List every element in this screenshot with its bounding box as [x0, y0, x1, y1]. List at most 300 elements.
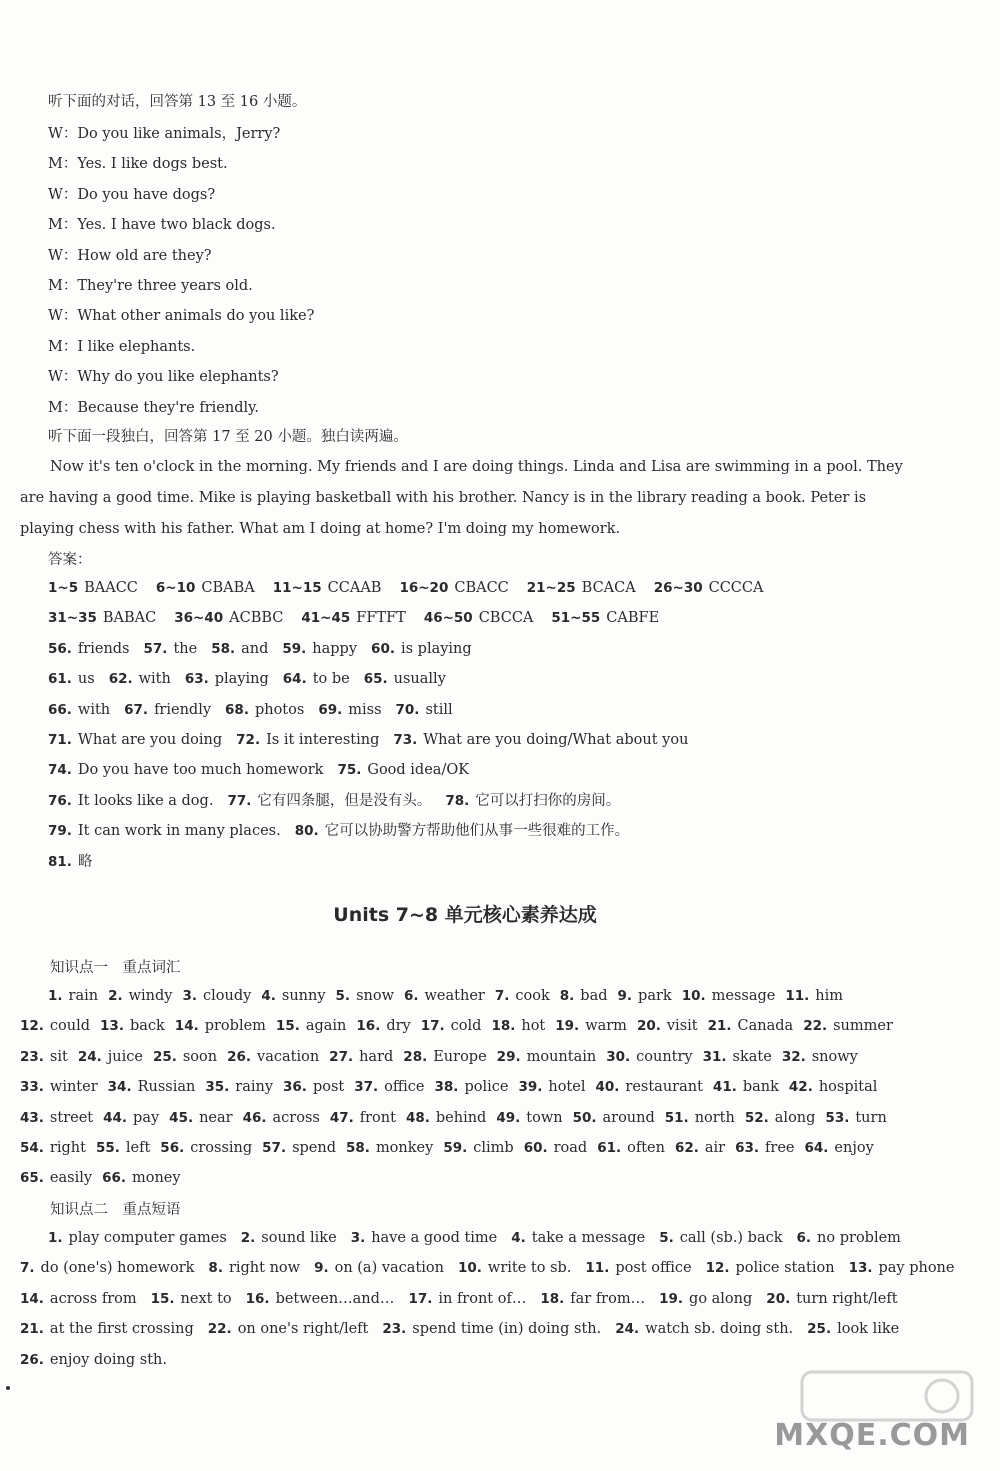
- answer-item: [283, 671, 350, 687]
- answer-item: [615, 1321, 793, 1337]
- answer-item: [208, 1260, 300, 1276]
- answer-item: [654, 580, 764, 596]
- item-value: warm: [585, 1018, 627, 1035]
- item-value: behind: [435, 1109, 487, 1126]
- answer-item: [399, 580, 508, 596]
- item-value: right now: [228, 1260, 301, 1277]
- answer-item: [20, 1170, 92, 1186]
- item-value: restaurant: [625, 1079, 703, 1096]
- answer-item: [100, 1018, 165, 1034]
- item-value: Is it interesting: [266, 732, 380, 748]
- item-value: play computer games: [68, 1230, 227, 1246]
- item-number: 78.: [445, 792, 470, 809]
- answer-item: [364, 671, 446, 687]
- item-number: 21.: [707, 1018, 732, 1035]
- item-value: snow: [356, 988, 394, 1004]
- answer-item: [354, 1079, 424, 1095]
- item-value: rainy: [235, 1079, 274, 1096]
- answer-item: [551, 610, 659, 626]
- item-number: 27.: [329, 1048, 354, 1065]
- item-number: 28.: [403, 1048, 428, 1065]
- answer-item: [637, 1018, 698, 1034]
- item-number: 18.: [491, 1018, 516, 1035]
- item-number: 31.: [702, 1048, 727, 1065]
- answer-item: [108, 1079, 196, 1095]
- item-number: 59.: [282, 640, 307, 657]
- item-number: 39.: [518, 1079, 543, 1096]
- answer-item: [20, 1140, 86, 1156]
- answer-item: [261, 988, 325, 1004]
- answer-item: [659, 1291, 752, 1307]
- item-value: sit: [49, 1048, 68, 1065]
- item-value: hospital: [818, 1079, 878, 1096]
- answer-item: [849, 1260, 955, 1276]
- answer-item: [103, 1110, 159, 1126]
- item-number: 5.: [659, 1230, 674, 1246]
- item-number: 2.: [240, 1230, 256, 1246]
- item-value: park: [638, 988, 672, 1004]
- item-value: at the first crossing: [49, 1321, 194, 1338]
- dialogue-line: W：Why do you like elephants?: [48, 369, 279, 386]
- item-value: 略: [77, 853, 93, 870]
- item-value: FFTFT: [356, 610, 406, 627]
- answer-item: [785, 988, 843, 1004]
- item-number: 64.: [282, 671, 307, 688]
- answer-item: [48, 610, 156, 626]
- item-number: 56.: [160, 1140, 185, 1156]
- item-value: next to: [180, 1290, 232, 1307]
- item-value: is playing: [400, 640, 472, 657]
- monologue-intro: 听下面一段独白，回答第 17 至 20 小题。独白读两遍。: [48, 429, 408, 445]
- item-value: snowy: [811, 1048, 858, 1065]
- item-number: 6~10: [155, 580, 196, 596]
- item-value: CABFE: [606, 610, 660, 627]
- answer-item: [225, 702, 304, 718]
- item-value: Do you have too much homework: [77, 762, 324, 779]
- item-number: 66.: [48, 701, 72, 718]
- answer-item: [540, 1291, 645, 1307]
- answer-item: [404, 988, 485, 1004]
- answer-item: [511, 1230, 645, 1246]
- item-number: 42.: [788, 1079, 813, 1096]
- item-value: photos: [254, 701, 305, 718]
- item-value: skate: [732, 1048, 772, 1065]
- answer-item: [276, 1018, 346, 1034]
- answer-item: [713, 1079, 779, 1095]
- item-value: near: [199, 1109, 233, 1126]
- answer-item: [227, 793, 431, 809]
- item-value: usually: [393, 671, 446, 688]
- item-number: 1~5: [48, 580, 79, 596]
- answer-item: [497, 1049, 597, 1065]
- item-value: hard: [359, 1048, 394, 1065]
- item-value: Russian: [137, 1079, 196, 1096]
- item-value: CBCCA: [478, 610, 534, 627]
- answer-item: [782, 1049, 858, 1065]
- item-number: 6.: [403, 988, 419, 1004]
- item-number: 20.: [636, 1018, 661, 1035]
- dialogue-line: M：Yes. I like dogs best.: [48, 156, 228, 173]
- item-number: 55.: [95, 1140, 120, 1156]
- answer-item: [236, 732, 379, 748]
- answer-row: [20, 1350, 181, 1370]
- answer-item: [20, 1049, 68, 1065]
- item-value: air: [704, 1140, 726, 1156]
- answer-item: [595, 1079, 702, 1095]
- answer-item: [156, 580, 255, 596]
- answer-row: [48, 669, 460, 689]
- item-value: write to sb.: [487, 1260, 572, 1277]
- item-value: street: [49, 1109, 94, 1126]
- answer-row: [20, 1138, 884, 1158]
- answer-item: [665, 1110, 735, 1126]
- item-value: juice: [107, 1048, 143, 1065]
- item-number: 26~30: [653, 580, 703, 596]
- item-number: 4.: [511, 1230, 526, 1246]
- item-value: BABAC: [102, 610, 157, 627]
- item-value: office: [384, 1079, 425, 1096]
- item-value: rain: [68, 988, 99, 1004]
- item-number: 3.: [350, 1230, 366, 1246]
- answer-item: [48, 793, 213, 809]
- item-number: 73.: [393, 732, 418, 748]
- answer-item: [20, 1321, 194, 1337]
- item-value: cloudy: [203, 988, 252, 1004]
- item-number: 40.: [595, 1079, 620, 1096]
- answer-item: [745, 1110, 816, 1126]
- answer-item: [124, 702, 211, 718]
- item-value: 它可以协助警方帮助他们从事一些很难的工作。: [324, 823, 630, 840]
- answer-item: [458, 1260, 571, 1276]
- item-value: money: [131, 1170, 181, 1187]
- item-number: 19.: [659, 1290, 684, 1307]
- item-number: 36.: [283, 1079, 307, 1096]
- answer-item: [144, 641, 198, 657]
- item-number: 65.: [20, 1170, 44, 1187]
- section-title: Units 7~8 单元核心素养达成: [333, 904, 597, 926]
- answer-item: [789, 1079, 877, 1095]
- item-number: 21.: [20, 1321, 44, 1338]
- item-value: pay: [133, 1109, 160, 1126]
- answer-item: [371, 641, 472, 657]
- dialogue-line: M：Because they're friendly.: [48, 399, 260, 416]
- item-value: front: [359, 1109, 396, 1126]
- item-value: hot: [521, 1018, 546, 1035]
- answer-item: [151, 1291, 232, 1307]
- answer-item: [169, 1110, 232, 1126]
- item-number: 60.: [371, 640, 395, 657]
- item-number: 11~15: [272, 580, 322, 596]
- item-number: 7.: [20, 1260, 35, 1277]
- stray-dot: [6, 1386, 10, 1390]
- item-number: 25.: [807, 1321, 832, 1338]
- item-number: 17.: [420, 1018, 445, 1035]
- item-value: look like: [837, 1321, 900, 1338]
- watermark-text: MXQE.COM: [774, 1418, 970, 1453]
- answer-item: [766, 1291, 897, 1307]
- answer-item: [102, 1170, 181, 1186]
- item-value: again: [305, 1018, 347, 1035]
- answer-row: [48, 791, 634, 811]
- answer-item: [445, 793, 620, 809]
- answer-item: [585, 1260, 691, 1276]
- item-value: and: [241, 640, 269, 657]
- answer-item: [706, 1260, 835, 1276]
- answer-row: [48, 821, 643, 841]
- item-value: friends: [77, 640, 130, 657]
- item-value: go along: [689, 1290, 753, 1307]
- item-number: 57.: [143, 640, 168, 657]
- item-value: watch sb. doing sth.: [645, 1321, 794, 1338]
- item-value: monkey: [375, 1140, 434, 1156]
- item-number: 24.: [615, 1321, 640, 1338]
- item-number: 26.: [227, 1048, 252, 1065]
- item-number: 79.: [48, 823, 72, 840]
- answer-item: [573, 1110, 655, 1126]
- item-value: weather: [424, 988, 485, 1004]
- answer-row: [48, 852, 106, 872]
- answers-label: 答案：: [48, 552, 92, 568]
- item-value: miss: [348, 701, 382, 718]
- answer-row: [20, 1168, 191, 1188]
- item-number: 22.: [803, 1018, 828, 1035]
- item-number: 76.: [48, 792, 72, 809]
- answer-item: [421, 1018, 482, 1034]
- dialogue-line: W：Do you like animals，Jerry?: [48, 126, 281, 142]
- answer-item: [153, 1049, 217, 1065]
- answer-item: [246, 1291, 395, 1307]
- item-number: 61.: [48, 671, 72, 688]
- item-value: BCACA: [581, 580, 636, 596]
- item-value: summer: [833, 1018, 893, 1035]
- item-number: 14.: [20, 1290, 44, 1307]
- item-number: 15.: [275, 1018, 300, 1035]
- item-value: road: [553, 1140, 588, 1156]
- dialogue-line: M：I like elephants.: [48, 338, 196, 355]
- item-number: 30.: [606, 1048, 631, 1065]
- item-number: 75.: [337, 762, 362, 779]
- item-number: 35.: [205, 1079, 230, 1096]
- item-number: 68.: [225, 701, 249, 718]
- answer-row: [20, 1047, 868, 1067]
- item-value: in front of…: [438, 1290, 527, 1307]
- item-value: post office: [615, 1260, 692, 1277]
- item-number: 25.: [152, 1048, 177, 1065]
- item-value: climb: [473, 1140, 514, 1156]
- item-value: What are you doing/What about you: [423, 732, 689, 748]
- item-number: 60.: [523, 1140, 548, 1156]
- item-number: 58.: [211, 640, 236, 657]
- answer-item: [659, 1230, 782, 1246]
- item-value: soon: [182, 1048, 218, 1065]
- item-number: 11.: [785, 988, 810, 1004]
- answer-item: [283, 1079, 344, 1095]
- answer-item: [443, 1140, 513, 1156]
- item-value: It can work in many places.: [77, 823, 281, 840]
- answer-item: [396, 702, 453, 718]
- answer-item: [329, 1049, 393, 1065]
- item-value: pay phone: [878, 1260, 955, 1277]
- answer-item: [295, 823, 629, 839]
- item-value: hotel: [548, 1079, 586, 1096]
- item-number: 41.: [712, 1079, 737, 1096]
- item-value: turn: [855, 1109, 887, 1126]
- item-number: 19.: [555, 1018, 580, 1035]
- item-value: 它有四条腿，但是没有头。: [257, 792, 432, 809]
- answer-item: [555, 1018, 627, 1034]
- answer-item: [318, 702, 381, 718]
- answer-item: [406, 1110, 486, 1126]
- answer-row: [20, 1289, 912, 1309]
- item-number: 16.: [245, 1290, 270, 1307]
- answer-item: [78, 1049, 143, 1065]
- item-number: 44.: [103, 1109, 128, 1126]
- answer-row: [48, 730, 702, 750]
- item-value: bad: [580, 988, 608, 1004]
- answer-item: [805, 1140, 874, 1156]
- item-value: 它可以打扫你的房间。: [475, 792, 621, 809]
- item-number: 51.: [664, 1109, 689, 1126]
- item-number: 31~35: [48, 610, 97, 627]
- answer-item: [807, 1321, 899, 1337]
- monologue-text: Now it's ten o'clock in the morning. My friends and I are doing things. Linda and Lisa are swimming in a pool. They are having a good time. Mike is playing basketball with his brother. Nancy is in the library reading a book. Peter is playing chess with his father. What am I doing at home? I'm doing my homework.: [20, 459, 903, 537]
- item-number: 74.: [48, 762, 72, 779]
- answer-item: [403, 1049, 486, 1065]
- answer-item: [243, 1110, 320, 1126]
- item-value: country: [636, 1048, 693, 1065]
- item-number: 10.: [457, 1260, 482, 1277]
- item-value: to be: [312, 671, 350, 688]
- item-number: 1.: [48, 1230, 63, 1246]
- answer-item: [597, 1140, 665, 1156]
- answer-item: [185, 671, 269, 687]
- answer-item: [160, 1140, 252, 1156]
- item-number: 77.: [227, 792, 252, 809]
- item-number: 65.: [363, 671, 388, 688]
- item-number: 29.: [496, 1048, 521, 1065]
- item-value: turn right/left: [796, 1290, 898, 1307]
- answer-item: [20, 1260, 194, 1276]
- answer-row: [48, 1228, 915, 1248]
- answer-item: [382, 1321, 601, 1337]
- item-number: 6.: [796, 1230, 812, 1246]
- item-value: still: [425, 701, 453, 718]
- kp2-label: 知识点二 重点短语: [50, 1202, 181, 1218]
- answer-item: [495, 988, 550, 1004]
- answer-item: [96, 1140, 150, 1156]
- dialogue-intro: 听下面的对话，回答第 13 至 16 小题。: [48, 94, 307, 110]
- item-value: What are you doing: [77, 732, 223, 748]
- item-value: Good idea/OK: [367, 762, 470, 779]
- item-value: ACBBC: [229, 610, 284, 627]
- item-number: 66.: [102, 1170, 126, 1187]
- item-value: dry: [386, 1018, 411, 1035]
- item-value: playing: [214, 671, 269, 688]
- item-value: easily: [49, 1170, 93, 1187]
- item-value: across: [272, 1109, 320, 1126]
- item-number: 23.: [382, 1321, 407, 1338]
- answer-item: [675, 1140, 725, 1156]
- item-value: CCAAB: [327, 580, 382, 596]
- answer-item: [435, 1079, 509, 1095]
- answer-row: [48, 760, 483, 780]
- item-value: windy: [128, 988, 173, 1004]
- item-number: 5.: [335, 988, 351, 1004]
- item-number: 45.: [169, 1109, 194, 1126]
- answer-row: [20, 1108, 897, 1128]
- item-value: no problem: [817, 1230, 901, 1246]
- answer-item: [330, 1110, 396, 1126]
- item-value: the: [173, 640, 198, 657]
- item-number: 67.: [124, 701, 149, 718]
- item-number: 58.: [346, 1140, 370, 1156]
- item-number: 70.: [395, 701, 420, 718]
- item-value: us: [77, 671, 95, 688]
- item-value: on one's right/left: [237, 1321, 369, 1338]
- answer-item: [393, 732, 688, 748]
- answer-item: [703, 1049, 772, 1065]
- item-number: 69.: [318, 701, 343, 718]
- answer-row: [48, 639, 486, 659]
- item-value: far from…: [570, 1290, 646, 1307]
- answer-item: [48, 1230, 227, 1246]
- answer-item: [20, 1110, 93, 1126]
- item-value: left: [125, 1140, 151, 1156]
- answer-item: [524, 1140, 588, 1156]
- answer-item: [527, 580, 636, 596]
- item-number: 63.: [184, 671, 209, 688]
- item-number: 11.: [585, 1260, 610, 1277]
- item-number: 17.: [408, 1290, 433, 1307]
- item-value: around: [602, 1109, 655, 1126]
- answer-item: [408, 1291, 526, 1307]
- item-number: 20.: [766, 1290, 791, 1307]
- item-number: 62.: [108, 671, 133, 688]
- item-value: winter: [49, 1079, 98, 1096]
- item-number: 53.: [825, 1109, 850, 1126]
- item-value: along: [774, 1109, 816, 1126]
- item-number: 8.: [559, 988, 575, 1004]
- item-value: could: [49, 1018, 91, 1035]
- item-number: 38.: [434, 1079, 459, 1096]
- answer-item: [48, 671, 95, 687]
- answer-item: [20, 1079, 98, 1095]
- dialogue-line: M：They're three years old.: [48, 278, 253, 294]
- answer-item: [301, 610, 405, 626]
- item-value: police: [464, 1079, 509, 1096]
- item-number: 10.: [681, 988, 706, 1004]
- item-number: 64.: [804, 1140, 829, 1156]
- item-number: 9.: [617, 988, 633, 1004]
- item-number: 59.: [443, 1140, 468, 1156]
- item-number: 71.: [48, 732, 72, 748]
- answer-item: [708, 1018, 794, 1034]
- item-value: mountain: [526, 1048, 597, 1065]
- answer-item: [20, 1352, 167, 1368]
- item-number: 81.: [48, 853, 72, 870]
- answer-item: [560, 988, 608, 1004]
- answer-row: [20, 1319, 913, 1339]
- answer-item: [183, 988, 252, 1004]
- item-value: BAACC: [84, 580, 138, 596]
- answer-item: [48, 732, 222, 748]
- item-number: 18.: [540, 1290, 565, 1307]
- item-value: on (a) vacation: [334, 1260, 444, 1277]
- answer-item: [262, 1140, 336, 1156]
- item-value: do (one's) homework: [40, 1260, 195, 1277]
- item-value: Europe: [433, 1048, 487, 1065]
- answer-item: [48, 641, 130, 657]
